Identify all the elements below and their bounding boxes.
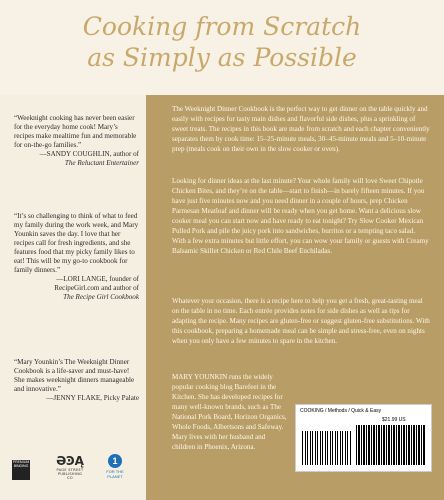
quote-2-text: “It’s so challenging to think of what to feed my family during the work week, and Mary Younkin saves the day. I love that her recipes call for fresh ingredients, and she features food that my picky family likes to eat! This will be my go-to cookbook for family dinners.” (14, 212, 139, 274)
quote-1-attribution: —SANDY COUGHLIN, author of (39, 150, 139, 158)
planet-label: FOR THE PLANET (106, 469, 124, 479)
quote-3 (14, 358, 139, 403)
quote-2-attribution: —LORI LANGE, founder of RecipeGirl.com and author of (54, 275, 139, 292)
price-barcode (356, 425, 426, 465)
quote-1 (14, 114, 139, 168)
page-street-mark-icon: ƏϿĄ (56, 454, 84, 468)
premium-binding-logo: PREMIUM BINDING (12, 460, 30, 480)
page-street-sub: PUBLISHING CO (57, 472, 83, 480)
quote-3-attribution: —JENNY FLAKE, Picky Palate (46, 394, 139, 402)
page-street-name: PAGE STREET (56, 468, 84, 472)
quote-3-text: “Mary Younkin’s The Weeknight Dinner Cookbook is a life-saver and must-have! She makes weeknight dinners manageable and innovative.” (14, 358, 135, 393)
bisac-category: COOKING / Methods / Quick & Easy (300, 408, 382, 414)
page-street-logo (56, 454, 84, 484)
quote-1-book: The Reluctant Entertainer (64, 159, 139, 167)
publisher-logos (8, 450, 143, 488)
headline-line-2: as Simply as Possible (87, 43, 357, 72)
one-percent-planet-logo (104, 454, 126, 484)
quote-2 (14, 212, 139, 302)
barcode-box (295, 404, 432, 472)
quote-1-text: “Weeknight cooking has never been easier for the everyday home cook! Mary’s recipes make mealtime fun and memorable for on-the-go families.” (14, 114, 137, 149)
quote-2-book: The Recipe Girl Cookbook (63, 293, 139, 301)
isbn-barcode (302, 431, 352, 465)
description-paragraph-3: Whatever your occasion, there is a recipe here to help you get a fresh, great-tasting meal on the table in no time. Each entrée provides notes for side dishes as well as tips for adapting the recipe. Many recipes are gluten-free or suggest gluten-free substitutions. With this cookbook, preparing a homemade meal can be simple and stress-free, even on nights when you only have a few minutes to spare in the kitchen. (172, 297, 430, 345)
author-bio: MARY YOUNKIN runs the widely popular cooking blog Barefeet in the Kitchen. She has developed recipes for many well-known brands, such as The National Pork Board, Horizon Organics, Whole Foods, Albertsons and Safeway. Mary lives with her husband and children in Phoenix, Arizona. (172, 373, 287, 451)
description-paragraph-2: Looking for dinner ideas at the last minute? Your whole family will love Sweet Chipotle Chicken Bites, and they’re on the table—start to finish—in barely fifteen minutes. If you have just five minutes now and you need dinner in a couple of hours, prep Chicken Parmesan Meatloaf and dinner will be ready when you get home. Want a delicious slow cooker meal you can start now and have ready to eat tonight? Try Slow Cooker Mexican Pulled Pork and pile the juicy pork into sandwiches, burritos or a tempting taco salad. With a few extra minutes but little effort, you can wow your family or guests with Creamy Balsamic Skillet Chicken or Red Chile Beef Enchiladas. (172, 177, 429, 255)
description-paragraph-1: The Weeknight Dinner Cookbook is the perfect way to get dinner on the table quickly and easily with recipes for tasty main dishes and flavorful side dishes, plus a sprinkling of sweet treats. The recipes in this book are made from scratch and each chapter conveniently separates them by cook time: 15–25-minute meals, 30–45-minute meals and 5–10-minute prep (meals cook on their own in the slow cooker or oven). (172, 105, 430, 153)
one-percent-icon: 1 (108, 454, 122, 468)
price-label: $21.99 US (382, 417, 406, 423)
headline-line-1: Cooking from Scratch (82, 12, 362, 41)
